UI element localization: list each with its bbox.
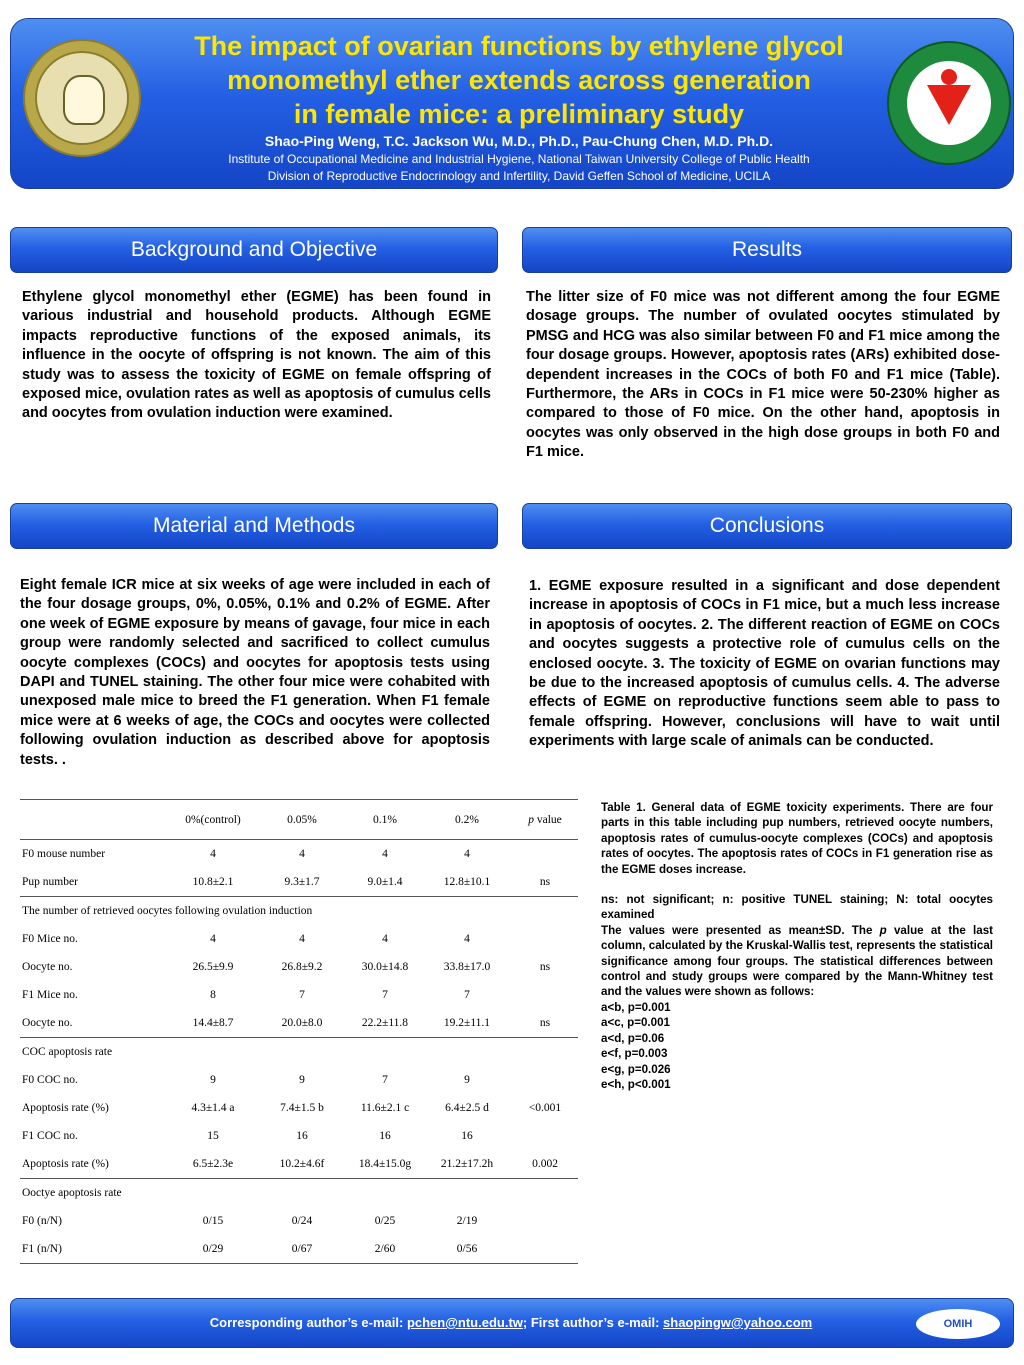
table-cell: <0.001 (528, 1102, 562, 1114)
table-group-row (20, 897, 578, 926)
methods-text: Eight female ICR mice at six weeks of age were included in each of the four dosage groups, 0%, 0.05%, 0.1% and 0.2% of EGME. After one week of EGME exposure by means of gavage, four mice in each group were randomly selected and sacrificed to collect cumulus oocyte complexes (COCs) and oocytes for apoptosis tests using DAPI and TUNEL staining. The other four mice were cohabited with unexposed male mice to breed the F1 generation. When F1 female mice were at 6 weeks of age, the COCs and oocytes were collected following ovulation induction as described above for apoptosis tests. . (20, 577, 490, 768)
table-row (20, 840, 578, 869)
table-cell (512, 1207, 578, 1235)
row-label-cell: F0 (n/N) (22, 1215, 62, 1227)
table-header-cell: 0%(control) (170, 800, 256, 840)
university-seal-logo (23, 39, 141, 157)
table-cell: 6.5±2.3e (192, 1158, 234, 1170)
table-cell: 0.002 (532, 1158, 558, 1170)
table-cell: 12.8±10.1 (443, 876, 491, 888)
caption-text: Table 1. General data of EGME toxicity experiments. There are four parts in this table including pup numbers, retrieved oocyte numbers, apoptosis rates of cumulus-oocyte complexes (COCs) and apoptosis rates of oocytes. The apoptosis rates of COCs in F1 generation rise as the EGME doses increase. (601, 801, 993, 876)
results-text: The litter size of F0 mice was not different among the four EGME dosage groups. The number of ovulated oocytes stimulated by PMSG and HCG was also similar between F0 and F1 mice among the four dosage groups. However, apoptosis rates (ARs) exhibited dose-dependent increases in the COCs of both F0 and F1 mice (Table). Furthermore, the ARs in COCs in F1 mice were 50-230% higher as compared to those of F0 mice. On the other hand, apoptosis in oocytes was only observed in the high dose groups in both F0 and F1 mice. (526, 289, 1000, 461)
row-label-cell: F0 Mice no. (22, 933, 78, 945)
table-cell: 4 (210, 848, 216, 860)
table-row (20, 1094, 578, 1122)
table-cell: ns (539, 1017, 551, 1029)
table-cell: 7.4±1.5 b (280, 1102, 324, 1114)
table-cell: 26.5±9.9 (192, 961, 234, 973)
row-label-cell: F1 Mice no. (22, 989, 78, 1001)
row-label-cell: Oocyte no. (22, 1017, 73, 1029)
corresponding-label: Corresponding author’s e-mail: (209, 1315, 407, 1330)
table-cell: 16 (461, 1130, 473, 1142)
ns-note: ns: not significant; n: positive TUNEL staining; N: total oocytes examined (601, 893, 993, 922)
row-label-cell: Apoptosis rate (%) (22, 1102, 109, 1114)
table-row (20, 1009, 578, 1038)
table-group-label: COC apoptosis rate (20, 1038, 578, 1067)
poster-footer (10, 1298, 1014, 1348)
table-cell (512, 925, 578, 953)
table-row (20, 1066, 578, 1094)
table-row (20, 1235, 578, 1264)
table-cell: 9 (464, 1074, 470, 1086)
affiliation-1: Institute of Occupational Medicine and Industrial Hygiene, National Taiwan University College of Public Health (228, 152, 810, 166)
comparison-list (601, 1000, 993, 1092)
table-cell: 8 (210, 989, 216, 1001)
table-cell: 15 (207, 1130, 219, 1142)
table-cell: 4.3±1.4 a (191, 1102, 235, 1114)
poster-header (10, 18, 1014, 189)
table-cell: 7 (464, 989, 470, 1001)
college-public-health-logo (887, 41, 1011, 165)
table-cell (512, 1122, 578, 1150)
comparison-item: e<h, p<0.001 (601, 1077, 671, 1091)
table-cell: 30.0±14.8 (361, 961, 409, 973)
table-cell: 9 (210, 1074, 216, 1086)
comparison-item: a<d, p=0.06 (601, 1031, 665, 1045)
table-cell: 4 (382, 933, 388, 945)
table-cell: 14.4±8.7 (192, 1017, 234, 1029)
conclusions-text: 1. EGME exposure resulted in a significant and dose dependent increase in apoptosis of COCs in F1 mice, but a much less increase in apoptosis of oocytes. 2. The different reaction of EGME on COCs and oocytes suggests a protective role of cumulus cells on the enclosed oocyte. 3. The toxicity of EGME on ovarian functions may be due to the increased apoptosis of cumulus cells. 4. The adverse effects of EGME on reproductive functions seem able to pass to female offspring. However, conclusions will have to wait until experiments with large scale of animals can be conducted. (529, 578, 1000, 750)
table-cell: 11.6±2.1 c (360, 1102, 410, 1114)
contact-line (131, 1315, 891, 1330)
table-cell: 16 (379, 1130, 391, 1142)
table-cell: 4 (299, 848, 305, 860)
background-text: Ethylene glycol monomethyl ether (EGME) has been found in various industrial and household products. Although EGME impacts reproductive functions of the exposed animals, its influence in the oocyte of offspring is not known. The aim of this study was to assess the toxicity of EGME on female offspring of exposed mice, ovulation rates as well as apoptosis of cumulus cells and oocytes from ovulation induction were examined. (22, 289, 491, 422)
table-cell: ns (539, 876, 551, 888)
table-row (20, 925, 578, 953)
table-cell: 9.3±1.7 (284, 876, 320, 888)
table-header-cell: 0.05% (256, 800, 348, 840)
row-label-cell: Oocyte no. (22, 961, 73, 973)
title-line: monomethyl ether extends across generation (227, 65, 811, 95)
section-title: Conclusions (709, 514, 825, 537)
table-cell: 0/67 (256, 1235, 348, 1264)
table-cell (512, 1235, 578, 1264)
table-cell: 0/29 (170, 1235, 256, 1264)
table-cell: 33.8±17.0 (443, 961, 491, 973)
table-cell: 9 (299, 1074, 305, 1086)
table-cell: 10.2±4.6f (279, 1158, 325, 1170)
title-line: in female mice: a preliminary study (293, 99, 745, 129)
poster-title (161, 29, 877, 131)
table-row (20, 953, 578, 981)
table-cell: 20.0±8.0 (281, 1017, 323, 1029)
section-header-results (522, 227, 1012, 273)
table-cell: 7 (299, 989, 305, 1001)
table-cell: 16 (296, 1130, 308, 1142)
table-cell (512, 981, 578, 1009)
section-header-background (10, 227, 498, 273)
section-header-methods (10, 503, 498, 549)
section-title: Material and Methods (153, 514, 355, 537)
author-list: Shao-Ping Weng, T.C. Jackson Wu, M.D., Ph.D., Pau-Chung Chen, M.D. Ph.D. (264, 133, 774, 149)
table-cell: 4 (464, 848, 470, 860)
table-cell: 21.2±17.2h (440, 1158, 494, 1170)
first-author-email-link[interactable]: shaopingw@yahoo.com (663, 1315, 813, 1330)
row-label-cell: F1 COC no. (22, 1130, 78, 1142)
table-cell: 4 (382, 848, 388, 860)
table-cell: 4 (464, 933, 470, 945)
table-caption (601, 800, 993, 1092)
table-row (20, 868, 578, 897)
table-header-cell (20, 800, 170, 840)
table-group-label: The number of retrieved oocytes following ovulation induction (20, 897, 578, 926)
table-cell: 22.2±11.8 (361, 1017, 409, 1029)
table-header-cell: p value (512, 800, 578, 840)
stats-note: The values were presented as mean±SD. The p value at the last column, calculated by the Kruskal-Wallis test, represents the statistical significance among four groups. The statistical differences between control and study groups were compared by the Mann-Whitney test and the values were shown as follows: (601, 923, 993, 999)
comparison-item: e<f, p=0.003 (601, 1047, 668, 1061)
table-cell: 19.2±11.1 (443, 1017, 491, 1029)
table-cell: 0/25 (374, 1215, 396, 1227)
table-cell (512, 840, 578, 869)
affiliation-2: Division of Reproductive Endocrinology and Infertility, David Geffen School of Medicine, UCILA (267, 169, 771, 183)
table-cell: 26.8±9.2 (281, 961, 323, 973)
table-group-row (20, 1038, 578, 1067)
table-cell: 0/56 (422, 1235, 512, 1264)
table-cell: 4 (299, 933, 305, 945)
table-row (20, 981, 578, 1009)
table-cell: 2/60 (348, 1235, 422, 1264)
section-title: Results (731, 238, 803, 261)
comparison-item: a<b, p=0.001 (601, 1000, 671, 1014)
table-row (20, 1150, 578, 1179)
table-group-label: Ooctye apoptosis rate (20, 1179, 578, 1208)
row-label-cell: F1 (n/N) (20, 1235, 170, 1264)
table-cell (512, 1066, 578, 1094)
table-cell: 9.0±1.4 (367, 876, 403, 888)
table-cell: 4 (210, 933, 216, 945)
title-line: The impact of ovarian functions by ethylene glycol (194, 31, 844, 61)
corresponding-email-link[interactable]: pchen@ntu.edu.tw (406, 1315, 523, 1330)
omih-badge: OMIH (916, 1309, 1000, 1339)
table-group-row (20, 1179, 578, 1208)
table-row (20, 1122, 578, 1150)
comparison-item: e<g, p=0.026 (601, 1062, 671, 1076)
table-cell: 10.8±2.1 (192, 876, 234, 888)
row-label-cell: Pup number (22, 876, 78, 888)
table-cell: ns (539, 961, 551, 973)
row-label-cell: F0 COC no. (22, 1074, 78, 1086)
row-label-cell: F0 mouse number (22, 848, 106, 860)
comparison-item: a<c, p=0.001 (601, 1016, 670, 1030)
table-cell: 7 (382, 1074, 388, 1086)
section-header-conclusions (522, 503, 1012, 549)
table-cell: 0/24 (291, 1215, 313, 1227)
egme-data-table (20, 799, 578, 1264)
table-cell: 6.4±2.5 d (445, 1102, 489, 1114)
table-cell: 2/19 (456, 1215, 478, 1227)
first-author-label: ; First author’s e-mail: (522, 1315, 664, 1330)
table-cell: 7 (382, 989, 388, 1001)
table-row (20, 1207, 578, 1235)
table-cell: 18.4±15.0g (358, 1158, 412, 1170)
row-label-cell: Apoptosis rate (%) (22, 1158, 109, 1170)
table-header-cell: 0.1% (348, 800, 422, 840)
table-cell: 0/15 (202, 1215, 224, 1227)
table-header-row (20, 800, 578, 840)
table-header-cell: 0.2% (422, 800, 512, 840)
section-title: Background and Objective (130, 238, 378, 261)
logo-caption: CPH·NTU (926, 129, 972, 140)
